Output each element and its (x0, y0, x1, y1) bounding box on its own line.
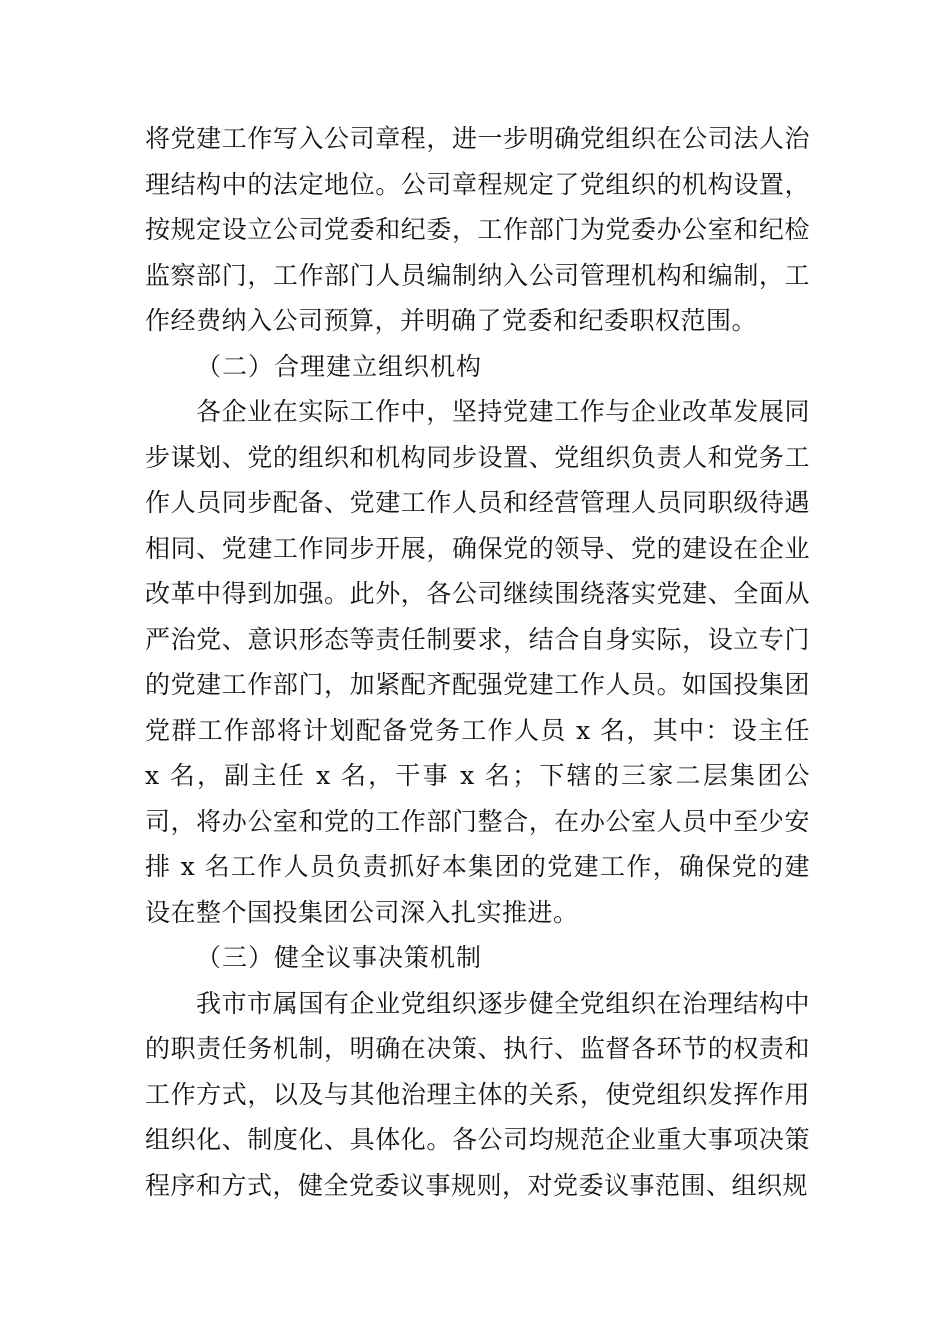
paragraph-organization: 各企业在实际工作中，坚持党建工作与企业改革发展同步谋划、党的组织和机构同步设置、党组织负责人和党务工作人员同步配备、党建工作人员和经营管理人员同职级待遇相同、党建工作同步开展，确保党的领导、党的建设在企业改革中得到加强。此外，各公司继续围绕落实党建、全面从严治党、意识形态等责任制要求，结合自身实际，设立专门的党建工作部门，加紧配齐配强党建工作人员。如国投集团党群工作部将计划配备党务工作人员 x 名，其中：设主任 x 名，副主任 x 名，干事 x 名；下辖的三家二层集团公司，将办公室和党的工作部门整合，在办公室人员中至少安排 x 名工作人员负责抓好本集团的党建工作，确保党的建设在整个国投集团公司深入扎实推进。 (145, 397, 810, 927)
document-body (145, 116, 810, 1208)
paragraph-decision-mechanism: 我市市属国有企业党组织逐步健全党组织在治理结构中的职责任务机制，明确在决策、执行、监督各环节的权责和工作方式，以及与其他治理主体的关系，使党组织发挥作用组织化、制度化、具体化。各公司均规范企业重大事项决策程序和方式，健全党委议事规则，对党委议事范围、组织规 (145, 988, 810, 1200)
paragraph-party-charter: 将党建工作写入公司章程，进一步明确党组织在公司法人治理结构中的法定地位。公司章程规定了党组织的机构设置，按规定设立公司党委和纪委，工作部门为党委办公室和纪检监察部门，工作部门人员编制纳入公司管理机构和编制，工作经费纳入公司预算，并明确了党委和纪委职权范围。 (145, 124, 810, 335)
section-heading-organization: （二）合理建立组织机构 (196, 351, 483, 381)
section-heading-decision-mechanism: （三）健全议事决策机制 (196, 943, 483, 972)
